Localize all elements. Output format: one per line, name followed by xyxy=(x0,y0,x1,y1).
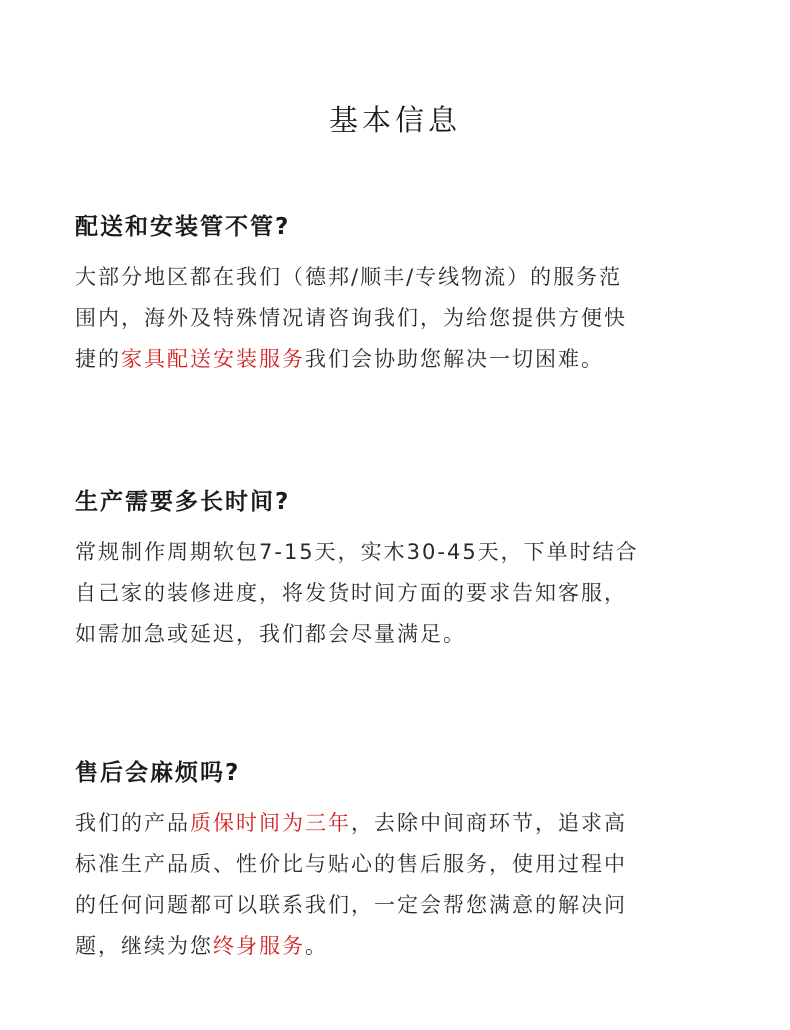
body-text: 我们会协助您解决一切困难。 xyxy=(305,347,604,371)
section-heading: 售后会麻烦吗? xyxy=(75,760,241,786)
body-text: 自己家的装修进度，将发货时间方面的要求告知客服， xyxy=(75,581,627,605)
body-text: 大部分地区都在我们（德邦/顺丰/专线物流）的服务范 xyxy=(75,265,623,289)
highlighted-text: 家具配送安装服务 xyxy=(121,347,305,371)
section-delivery-installation xyxy=(75,211,725,380)
body-text: 的任何问题都可以联系我们，一定会帮您满意的解决问 xyxy=(75,893,627,917)
body-text: 常规制作周期软包7-15天，实木30-45天，下单时结合 xyxy=(75,540,639,564)
body-text: 。 xyxy=(305,934,328,958)
body-line xyxy=(75,926,725,967)
section-body xyxy=(75,257,725,380)
body-line xyxy=(75,573,725,614)
body-line xyxy=(75,257,725,298)
section-body xyxy=(75,803,725,967)
body-text: 我们的产品 xyxy=(75,811,190,835)
page-title: 基本信息 xyxy=(328,103,461,137)
body-text: 如需加急或延迟，我们都会尽量满足。 xyxy=(75,622,466,646)
body-line xyxy=(75,885,725,926)
body-text: 题，继续为您 xyxy=(75,934,213,958)
body-line xyxy=(75,614,725,655)
body-line xyxy=(75,803,725,844)
body-line xyxy=(75,339,725,380)
section-heading: 生产需要多长时间? xyxy=(75,489,291,515)
body-line xyxy=(75,298,725,339)
body-text: 标准生产品质、性价比与贴心的售后服务，使用过程中 xyxy=(75,852,627,876)
body-line xyxy=(75,532,725,573)
body-line xyxy=(75,844,725,885)
highlighted-text: 终身服务 xyxy=(213,934,305,958)
body-text: ，去除中间商环节，追求高 xyxy=(351,811,627,835)
body-text: 捷的 xyxy=(75,347,121,371)
section-production-time xyxy=(75,486,725,655)
body-text: 围内，海外及特殊情况请咨询我们，为给您提供方便快 xyxy=(75,306,627,330)
section-after-sales xyxy=(75,757,725,967)
section-heading: 配送和安装管不管? xyxy=(75,214,291,240)
highlighted-text: 质保时间为三年 xyxy=(190,811,351,835)
section-body xyxy=(75,532,725,655)
